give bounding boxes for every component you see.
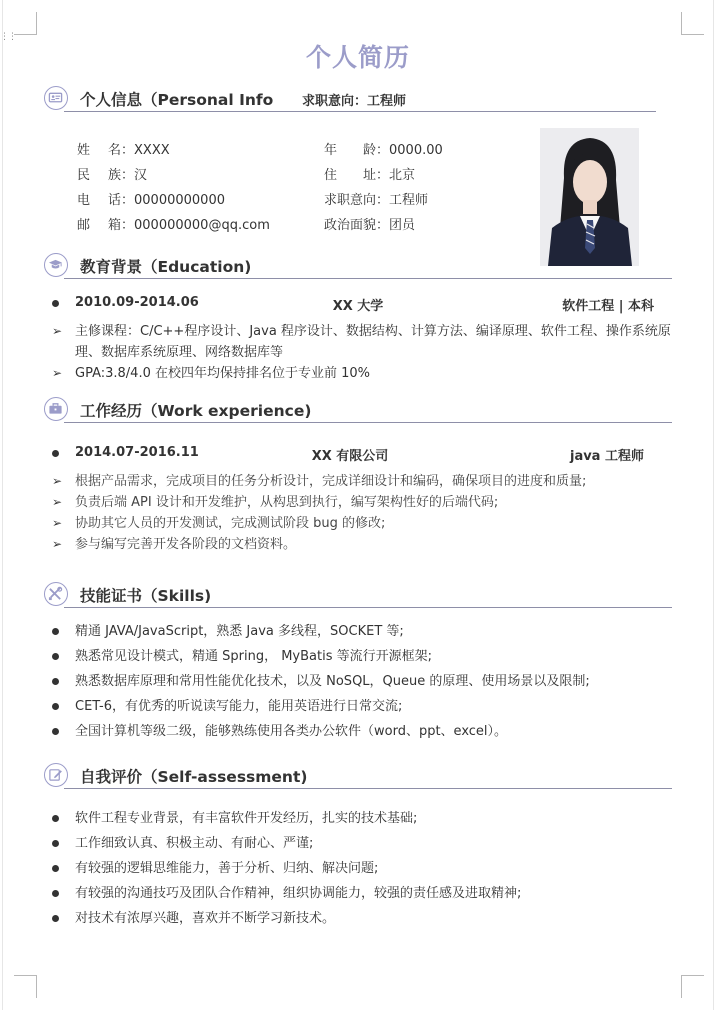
list-item: 有较强的沟通技巧及团队合作精神，组织协调能力，较强的责任感及进取精神; — [52, 883, 672, 904]
list-item: ➢ 根据产品需求，完成项目的任务分析设计，完成详细设计和编码，确保项目的进度和质量; — [52, 471, 672, 492]
info-ethnicity: 民族：汉 — [77, 168, 148, 183]
education-major: 软件工程 | 本科 — [562, 299, 654, 314]
drag-handle-icon[interactable]: ⋮⋮ — [0, 32, 16, 42]
bullet-icon — [52, 728, 59, 735]
education-details — [52, 321, 672, 384]
section-divider — [64, 422, 672, 423]
section-divider — [64, 111, 656, 112]
skills-list — [52, 621, 672, 746]
section-title: 技能证书（Skills) — [80, 587, 212, 605]
job-intent-label: 求职意向：工程师 — [302, 94, 407, 109]
info-phone: 电话：00000000000 — [77, 193, 225, 208]
list-item: 有较强的逻辑思维能力，善于分析、归纳、解决问题; — [52, 858, 672, 879]
work-details — [52, 471, 672, 555]
arrow-bullet-icon: ➢ — [52, 366, 63, 380]
bullet-icon — [52, 703, 59, 710]
bullet-icon — [52, 840, 59, 847]
info-name: 姓名：XXXX — [77, 143, 170, 158]
arrow-bullet-icon: ➢ — [52, 516, 63, 530]
section-skills — [44, 582, 672, 610]
edit-note-icon — [44, 763, 68, 787]
list-item: 熟悉常见设计模式，精通 Spring， MyBatis 等流行开源框架; — [52, 646, 672, 667]
arrow-bullet-icon: ➢ — [52, 537, 63, 551]
section-education — [44, 253, 672, 281]
bullet-icon — [52, 628, 59, 635]
bullet-icon — [52, 890, 59, 897]
list-item: 对技术有浓厚兴趣，喜欢并不断学习新技术。 — [52, 908, 672, 929]
briefcase-icon — [44, 397, 68, 421]
bullet-icon — [52, 915, 59, 922]
crop-mark-top-right — [681, 12, 704, 35]
education-entry — [52, 295, 664, 313]
list-item: ➢ GPA:3.8/4.0 在校四年均保持排名位于专业前 10% — [52, 363, 672, 384]
list-item: 精通 JAVA/JavaScript，熟悉 Java 多线程，SOCKET 等; — [52, 621, 672, 642]
bullet-icon — [52, 653, 59, 660]
section-title: 自我评价（Self-assessment) — [80, 768, 308, 786]
list-item: ➢ 参与编写完善开发各阶段的文档资料。 — [52, 534, 672, 555]
self-assessment-list — [52, 808, 672, 933]
crop-mark-bottom-right — [681, 975, 704, 998]
info-address: 住址：北京 — [324, 168, 416, 183]
section-work-experience — [44, 397, 672, 425]
section-title: 工作经历（Work experience) — [80, 402, 312, 420]
list-item: 软件工程专业背景，有丰富软件开发经历，扎实的技术基础; — [52, 808, 672, 829]
work-role: java 工程师 — [569, 449, 644, 464]
section-title: 个人信息（Personal Info — [80, 91, 274, 109]
profile-photo — [540, 128, 639, 266]
info-political-status: 政治面貌：团员 — [324, 218, 416, 233]
bullet-icon — [52, 815, 59, 822]
list-item: ➢ 协助其它人员的开发测试，完成测试阶段 bug 的修改; — [52, 513, 672, 534]
section-title: 教育背景（Education) — [80, 258, 252, 276]
list-item: ➢ 主修课程：C/C++程序设计、Java 程序设计、数据结构、计算方法、编译原理、软件工程、操作系统原理、数据库系统原理、网络数据库等 — [52, 321, 672, 363]
section-personal-info — [44, 86, 672, 114]
list-item: CET-6，有优秀的听说读写能力，能用英语进行日常交流; — [52, 696, 672, 717]
info-age: 年龄：0000.00 — [324, 143, 443, 158]
bullet-icon — [52, 865, 59, 872]
crop-mark-top-left — [14, 12, 37, 35]
education-school: XX 大学 — [332, 299, 384, 314]
crop-mark-bottom-left — [14, 975, 37, 998]
bullet-icon — [52, 678, 59, 685]
resume-title: 个人简历 — [305, 43, 410, 72]
info-email: 邮箱：000000000@qq.com — [77, 218, 270, 233]
arrow-bullet-icon: ➢ — [52, 324, 63, 338]
list-item: ➢ 负责后端 API 设计和开发维护，从构思到执行，编写架构性好的后端代码; — [52, 492, 672, 513]
arrow-bullet-icon: ➢ — [52, 474, 63, 488]
section-divider — [64, 788, 672, 789]
education-period: 2010.09-2014.06 — [75, 295, 199, 310]
section-self-assessment — [44, 763, 672, 791]
tools-icon — [44, 582, 68, 606]
list-item: 熟悉数据库原理和常用性能优化技术，以及 NoSQL，Queue 的原理、使用场景以及限制; — [52, 671, 672, 692]
section-divider — [64, 278, 672, 279]
section-divider — [64, 607, 672, 608]
info-job-intent: 求职意向：工程师 — [324, 193, 429, 208]
arrow-bullet-icon: ➢ — [52, 495, 63, 509]
graduation-cap-icon — [44, 253, 68, 277]
work-entry — [52, 445, 664, 463]
id-card-icon — [44, 86, 68, 110]
list-item: 工作细致认真、积极主动、有耐心、严谨; — [52, 833, 672, 854]
work-period: 2014.07-2016.11 — [75, 445, 199, 460]
work-company: XX 有限公司 — [311, 449, 389, 464]
list-item: 全国计算机等级二级，能够熟练使用各类办公软件（word、ppt、excel）。 — [52, 721, 672, 742]
